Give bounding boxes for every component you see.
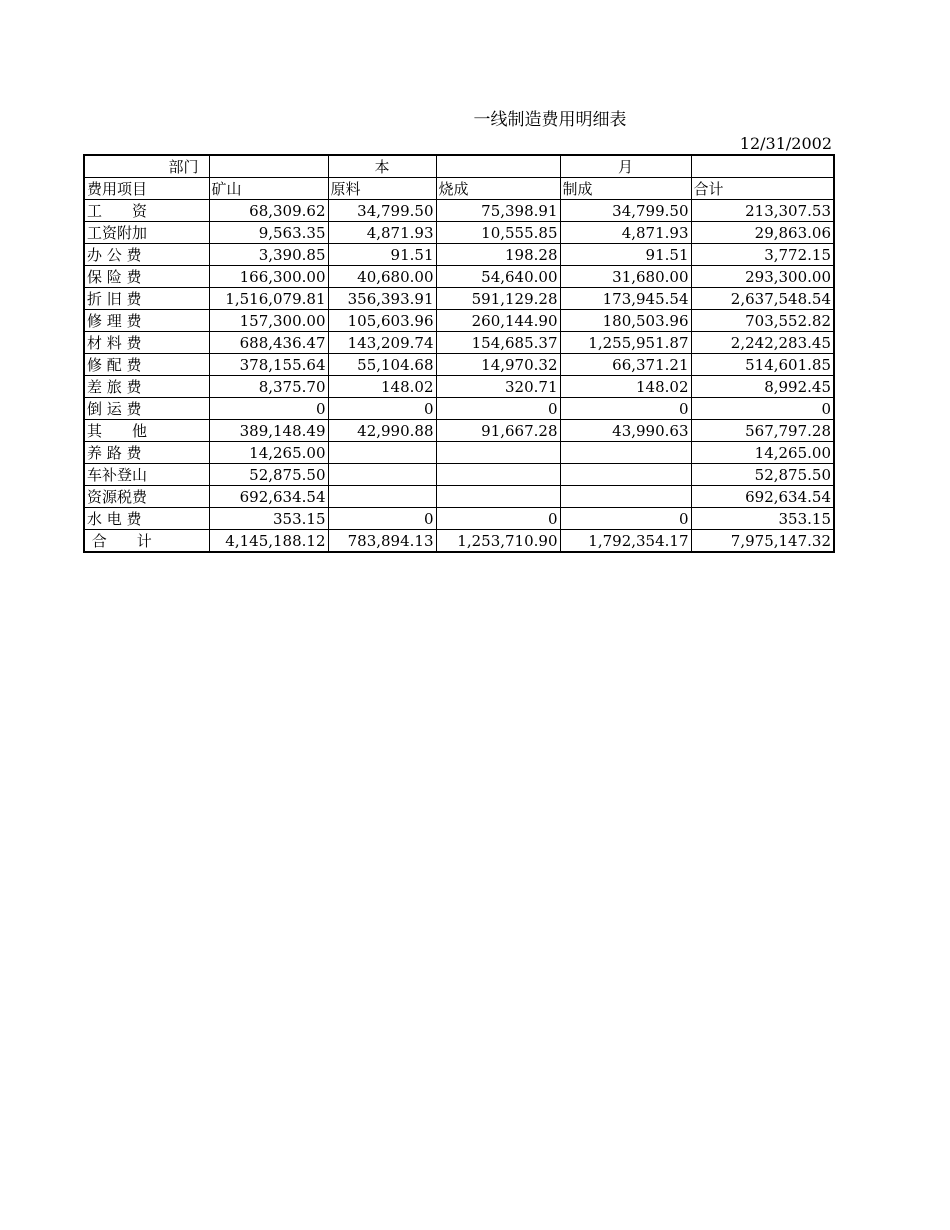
value-cell: 1,255,951.87 bbox=[560, 332, 691, 354]
row-label: 折 旧 费 bbox=[84, 288, 209, 310]
value-cell: 320.71 bbox=[436, 376, 560, 398]
value-cell: 14,265.00 bbox=[691, 442, 834, 464]
value-cell: 14,265.00 bbox=[209, 442, 328, 464]
value-cell: 0 bbox=[560, 398, 691, 420]
value-cell: 43,990.63 bbox=[560, 420, 691, 442]
value-cell: 1,253,710.90 bbox=[436, 530, 560, 553]
value-cell: 514,601.85 bbox=[691, 354, 834, 376]
value-cell: 180,503.96 bbox=[560, 310, 691, 332]
yue-header: 月 bbox=[560, 155, 691, 178]
report-title: 一线制造费用明细表 bbox=[473, 110, 627, 130]
col-header-shaocheng: 烧成 bbox=[436, 178, 560, 200]
value-cell: 75,398.91 bbox=[436, 200, 560, 222]
row-label: 其 他 bbox=[84, 420, 209, 442]
value-cell: 29,863.06 bbox=[691, 222, 834, 244]
value-cell bbox=[328, 486, 436, 508]
row-label: 养 路 费 bbox=[84, 442, 209, 464]
value-cell: 783,894.13 bbox=[328, 530, 436, 553]
row-label: 合 计 bbox=[84, 530, 209, 553]
row-label: 保 险 费 bbox=[84, 266, 209, 288]
table-row bbox=[84, 266, 834, 288]
value-cell: 105,603.96 bbox=[328, 310, 436, 332]
value-cell: 3,772.15 bbox=[691, 244, 834, 266]
value-cell: 154,685.37 bbox=[436, 332, 560, 354]
header-row-1 bbox=[84, 155, 834, 178]
value-cell: 260,144.90 bbox=[436, 310, 560, 332]
value-cell: 8,992.45 bbox=[691, 376, 834, 398]
table-row bbox=[84, 508, 834, 530]
value-cell: 143,209.74 bbox=[328, 332, 436, 354]
value-cell bbox=[560, 486, 691, 508]
value-cell: 1,516,079.81 bbox=[209, 288, 328, 310]
value-cell: 66,371.21 bbox=[560, 354, 691, 376]
table-row bbox=[84, 222, 834, 244]
value-cell: 8,375.70 bbox=[209, 376, 328, 398]
ben-header: 本 bbox=[328, 155, 436, 178]
value-cell: 2,637,548.54 bbox=[691, 288, 834, 310]
value-cell: 91.51 bbox=[328, 244, 436, 266]
table-row bbox=[84, 310, 834, 332]
value-cell: 4,145,188.12 bbox=[209, 530, 328, 553]
table-row bbox=[84, 244, 834, 266]
value-cell bbox=[436, 442, 560, 464]
value-cell: 91,667.28 bbox=[436, 420, 560, 442]
col-header-yuanliao: 原料 bbox=[328, 178, 436, 200]
value-cell: 7,975,147.32 bbox=[691, 530, 834, 553]
table-row bbox=[84, 200, 834, 222]
value-cell bbox=[560, 442, 691, 464]
value-cell: 389,148.49 bbox=[209, 420, 328, 442]
value-cell: 10,555.85 bbox=[436, 222, 560, 244]
value-cell: 0 bbox=[691, 398, 834, 420]
table-row bbox=[84, 376, 834, 398]
header-cell bbox=[209, 155, 328, 178]
total-row bbox=[84, 530, 834, 553]
value-cell: 0 bbox=[209, 398, 328, 420]
value-cell: 173,945.54 bbox=[560, 288, 691, 310]
table-row bbox=[84, 332, 834, 354]
value-cell: 2,242,283.45 bbox=[691, 332, 834, 354]
value-cell: 567,797.28 bbox=[691, 420, 834, 442]
row-label: 差 旅 费 bbox=[84, 376, 209, 398]
value-cell: 148.02 bbox=[560, 376, 691, 398]
col-header-kuangshan: 矿山 bbox=[209, 178, 328, 200]
value-cell: 9,563.35 bbox=[209, 222, 328, 244]
value-cell: 4,871.93 bbox=[560, 222, 691, 244]
row-label: 办 公 费 bbox=[84, 244, 209, 266]
value-cell: 198.28 bbox=[436, 244, 560, 266]
value-cell: 55,104.68 bbox=[328, 354, 436, 376]
header-row-2 bbox=[84, 178, 834, 200]
value-cell: 34,799.50 bbox=[560, 200, 691, 222]
row-label: 修 配 费 bbox=[84, 354, 209, 376]
table-row bbox=[84, 398, 834, 420]
table-row bbox=[84, 420, 834, 442]
value-cell: 1,792,354.17 bbox=[560, 530, 691, 553]
row-label: 工 资 bbox=[84, 200, 209, 222]
value-cell: 692,634.54 bbox=[691, 486, 834, 508]
value-cell: 0 bbox=[328, 398, 436, 420]
value-cell: 353.15 bbox=[209, 508, 328, 530]
value-cell: 52,875.50 bbox=[209, 464, 328, 486]
value-cell bbox=[560, 464, 691, 486]
value-cell: 692,634.54 bbox=[209, 486, 328, 508]
value-cell bbox=[328, 442, 436, 464]
row-label: 修 理 费 bbox=[84, 310, 209, 332]
header-cell bbox=[436, 155, 560, 178]
row-label: 倒 运 费 bbox=[84, 398, 209, 420]
value-cell: 40,680.00 bbox=[328, 266, 436, 288]
expense-table bbox=[83, 154, 835, 553]
value-cell: 356,393.91 bbox=[328, 288, 436, 310]
value-cell bbox=[436, 486, 560, 508]
value-cell: 31,680.00 bbox=[560, 266, 691, 288]
value-cell: 54,640.00 bbox=[436, 266, 560, 288]
report-date: 12/31/2002 bbox=[739, 134, 832, 153]
value-cell: 42,990.88 bbox=[328, 420, 436, 442]
value-cell: 14,970.32 bbox=[436, 354, 560, 376]
table-row bbox=[84, 464, 834, 486]
value-cell: 91.51 bbox=[560, 244, 691, 266]
value-cell: 0 bbox=[560, 508, 691, 530]
value-cell: 0 bbox=[436, 508, 560, 530]
value-cell: 353.15 bbox=[691, 508, 834, 530]
row-label: 资源税费 bbox=[84, 486, 209, 508]
value-cell: 3,390.85 bbox=[209, 244, 328, 266]
row-label: 水 电 费 bbox=[84, 508, 209, 530]
value-cell: 703,552.82 bbox=[691, 310, 834, 332]
table-row bbox=[84, 288, 834, 310]
value-cell: 0 bbox=[328, 508, 436, 530]
value-cell bbox=[328, 464, 436, 486]
table-row bbox=[84, 442, 834, 464]
value-cell: 166,300.00 bbox=[209, 266, 328, 288]
row-label: 工资附加 bbox=[84, 222, 209, 244]
value-cell: 52,875.50 bbox=[691, 464, 834, 486]
header-cell bbox=[691, 155, 834, 178]
row-label: 车补登山 bbox=[84, 464, 209, 486]
value-cell: 688,436.47 bbox=[209, 332, 328, 354]
value-cell: 591,129.28 bbox=[436, 288, 560, 310]
dept-header: 部门 bbox=[84, 155, 209, 178]
table-row bbox=[84, 486, 834, 508]
row-label: 材 料 费 bbox=[84, 332, 209, 354]
value-cell: 148.02 bbox=[328, 376, 436, 398]
col-header-zhicheng: 制成 bbox=[560, 178, 691, 200]
item-header: 费用项目 bbox=[84, 178, 209, 200]
value-cell: 34,799.50 bbox=[328, 200, 436, 222]
value-cell bbox=[436, 464, 560, 486]
table-row bbox=[84, 354, 834, 376]
value-cell: 378,155.64 bbox=[209, 354, 328, 376]
value-cell: 293,300.00 bbox=[691, 266, 834, 288]
value-cell: 4,871.93 bbox=[328, 222, 436, 244]
col-header-heji: 合计 bbox=[691, 178, 834, 200]
value-cell: 213,307.53 bbox=[691, 200, 834, 222]
value-cell: 0 bbox=[436, 398, 560, 420]
value-cell: 68,309.62 bbox=[209, 200, 328, 222]
value-cell: 157,300.00 bbox=[209, 310, 328, 332]
